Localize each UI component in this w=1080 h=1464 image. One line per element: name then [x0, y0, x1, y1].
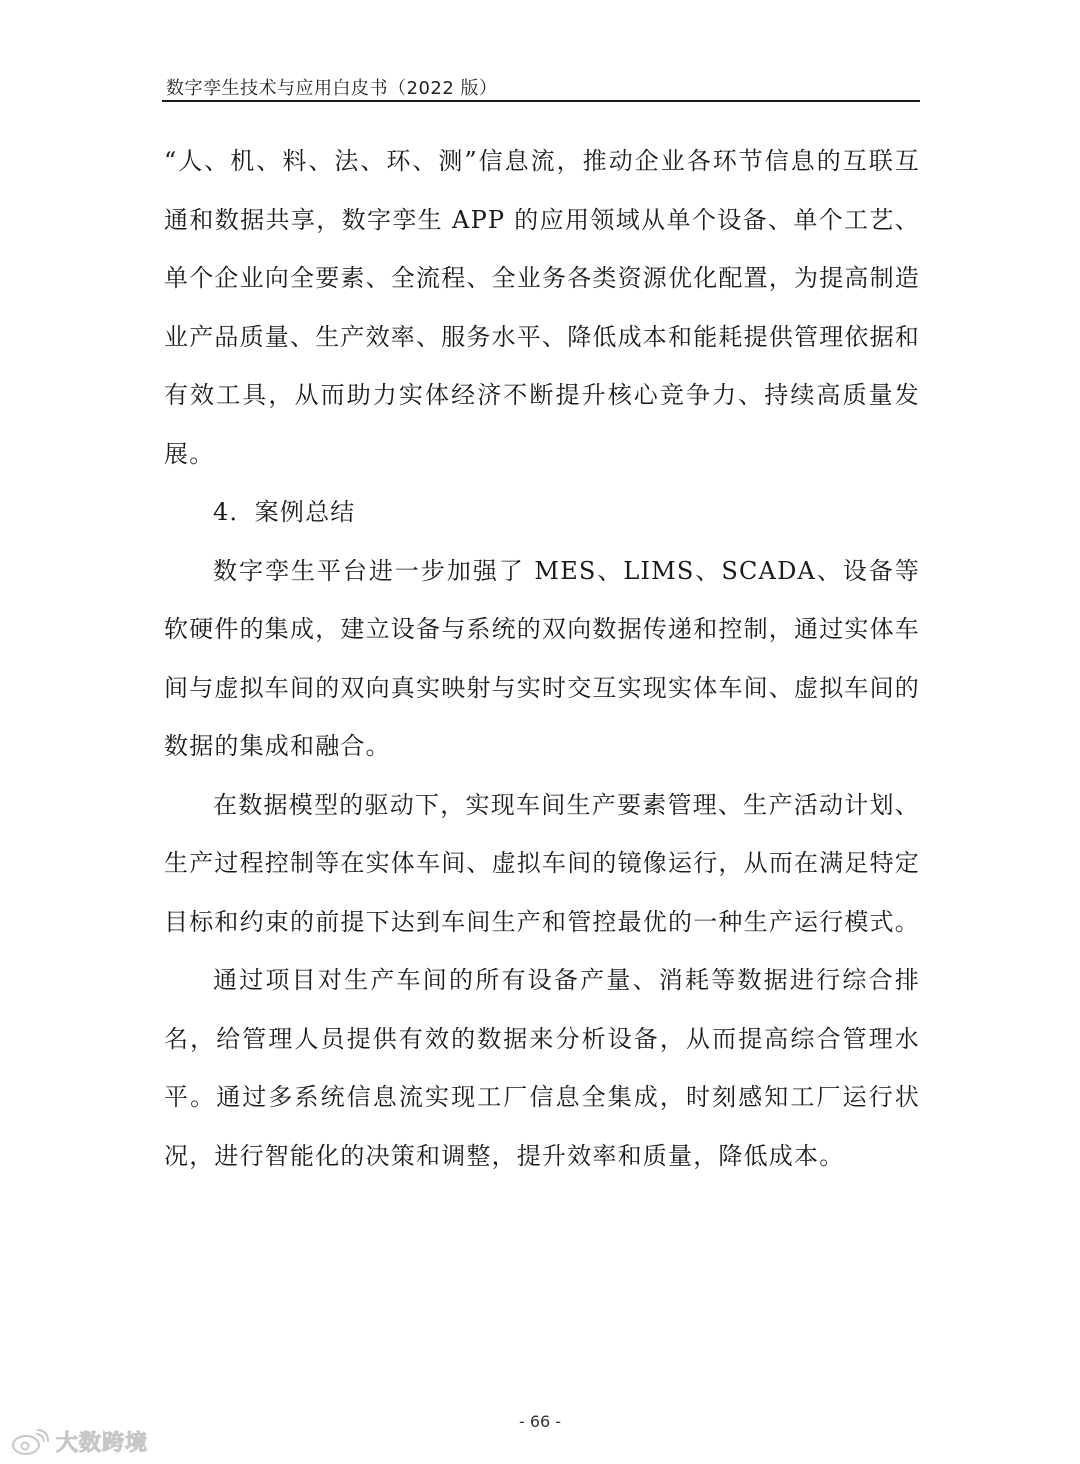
body-paragraph: 在数据模型的驱动下，实现车间生产要素管理、生产活动计划、生产过程控制等在实体车间、虚拟车间的镜像运行，从而在满足特定目标和约束的前提下达到车间生产和管控最优的一种生产运行模式。 — [164, 790, 920, 936]
running-header: 数字孪生技术与应用白皮书（2022 版） — [166, 78, 498, 99]
watermark — [10, 1426, 148, 1457]
header-divider — [162, 100, 920, 102]
body-paragraph: 通过项目对生产车间的所有设备产量、消耗等数据进行综合排名，给管理人员提供有效的数据来分析设备，从而提高综合管理水平。通过多系统信息流实现工厂信息全集成，时刻感知工厂运行状况，进行智能化的决策和调整，提升效率和质量，降低成本。 — [164, 966, 920, 1170]
body-paragraph-continued: “人、机、料、法、环、测”信息流，推动企业各环节信息的互联互通和数据共享，数字孪生 APP 的应用领域从单个设备、单个工艺、单个企业向全要素、全流程、全业务各类资源优化配置，为提高制造业产品质量、生产效率、服务水平、降低成本和能耗提供管理依据和有效工具，从而助力实体经济不断提升核心竞争力、持续高质量发展。 — [164, 147, 920, 468]
page-number: - 66 - — [518, 1412, 562, 1431]
section-heading: 4．案例总结 — [213, 498, 356, 526]
page-body — [164, 132, 920, 1185]
weibo-logo-icon — [10, 1428, 50, 1456]
watermark-text: 大数跨境 — [56, 1431, 149, 1456]
body-paragraph: 数字孪生平台进一步加强了 MES、LIMS、SCADA、设备等软硬件的集成，建立设备与系统的双向数据传递和控制，通过实体车间与虚拟车间的双向真实映射与实时交互实现实体车间、虚拟车间的数据的集成和融合。 — [164, 556, 920, 760]
